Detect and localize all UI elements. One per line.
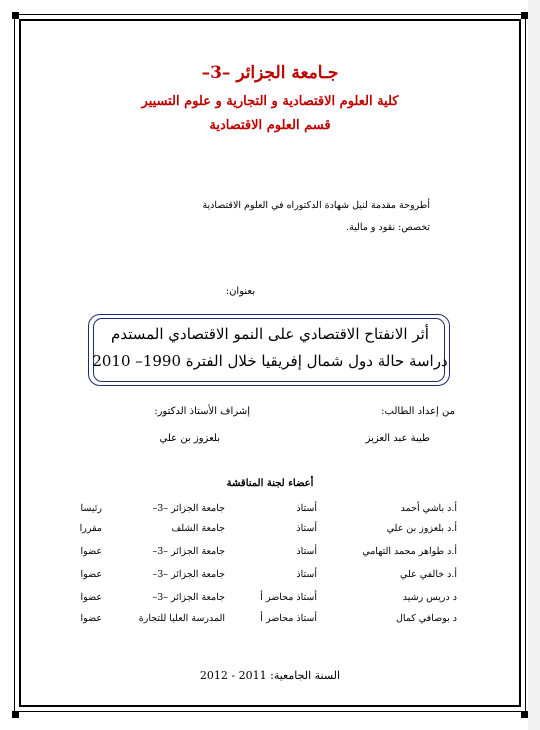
academic-year: السنة الجامعية: 2011 - 2012: [199, 669, 341, 682]
student-name: طيبة عبد العزيز: [365, 433, 430, 444]
member-rank: أستاذ: [296, 546, 317, 557]
member-name: أ.د طواهر محمد التهامي: [362, 546, 457, 557]
member-role: مقررا: [79, 523, 102, 534]
thesis-specialization: تخصص: نقود و مالية.: [346, 222, 430, 233]
border-corner-ornament: [521, 12, 528, 19]
member-name: أ.د بلعزوز بن علي: [386, 523, 457, 534]
member-institution: جامعة الجزائر –3–: [152, 592, 225, 603]
member-rank: أستاذ: [296, 569, 317, 580]
member-institution: جامعة الجزائر –3–: [152, 569, 225, 580]
department-name: قسم العلوم الاقتصادية: [209, 118, 331, 133]
committee-row: [0, 592, 540, 608]
committee-row: [0, 546, 540, 562]
member-institution: جامعة الجزائر –3–: [152, 546, 225, 557]
thesis-description: أطروحة مقدمة لنيل شهادة الدكتوراه في العلوم الاقتصادية: [202, 200, 430, 211]
supervisor-name: بلعزوز بن علي: [159, 433, 220, 444]
border-corner-ornament: [521, 711, 528, 718]
university-name: جـامعة الجزائر –3–: [201, 63, 339, 83]
member-role: عضوا: [80, 613, 102, 624]
member-role: عضوا: [80, 546, 102, 557]
member-role: عضوا: [80, 569, 102, 580]
committee-row: [0, 523, 540, 539]
member-rank: أستاذ محاضر أ: [260, 592, 317, 603]
thesis-title-line-2: دراسة حالة دول شمال إفريقيا خلال الفترة 1990– 2010: [92, 352, 448, 370]
committee-row: [0, 613, 540, 629]
committee-title: أعضاء لجنة المناقشة: [226, 478, 314, 489]
member-institution: جامعة الجزائر –3–: [152, 503, 225, 514]
border-corner-ornament: [12, 12, 19, 19]
member-role: رئيسا: [80, 503, 102, 514]
member-institution: المدرسة العليا للتجارة: [138, 613, 225, 624]
member-name: د بوصافي كمال: [395, 613, 457, 624]
member-institution: جامعة الشلف: [171, 523, 225, 534]
prepared-by-label: من إعداد الطالب:: [381, 406, 455, 417]
member-name: د دريس رشيد: [402, 592, 457, 603]
committee-row: [0, 569, 540, 585]
member-role: عضوا: [80, 592, 102, 603]
member-name: أ.د خالفي علي: [399, 569, 457, 580]
member-rank: أستاذ: [296, 523, 317, 534]
faculty-name: كلية العلوم الاقتصادية و التجارية و علوم التسيير: [141, 94, 399, 109]
supervisor-label: إشراف الأستاذ الدكتور:: [154, 406, 250, 417]
title-label: بعنوان:: [225, 286, 255, 297]
thesis-title-line-1: أثر الانفتاح الاقتصادي على النمو الاقتصادي المستدم: [111, 325, 429, 343]
border-corner-ornament: [12, 711, 19, 718]
member-rank: أستاذ محاضر أ: [260, 613, 317, 624]
member-rank: أستاذ: [296, 503, 317, 514]
member-name: أ.د باشي أحمد: [400, 503, 457, 514]
committee-row: [0, 503, 540, 519]
